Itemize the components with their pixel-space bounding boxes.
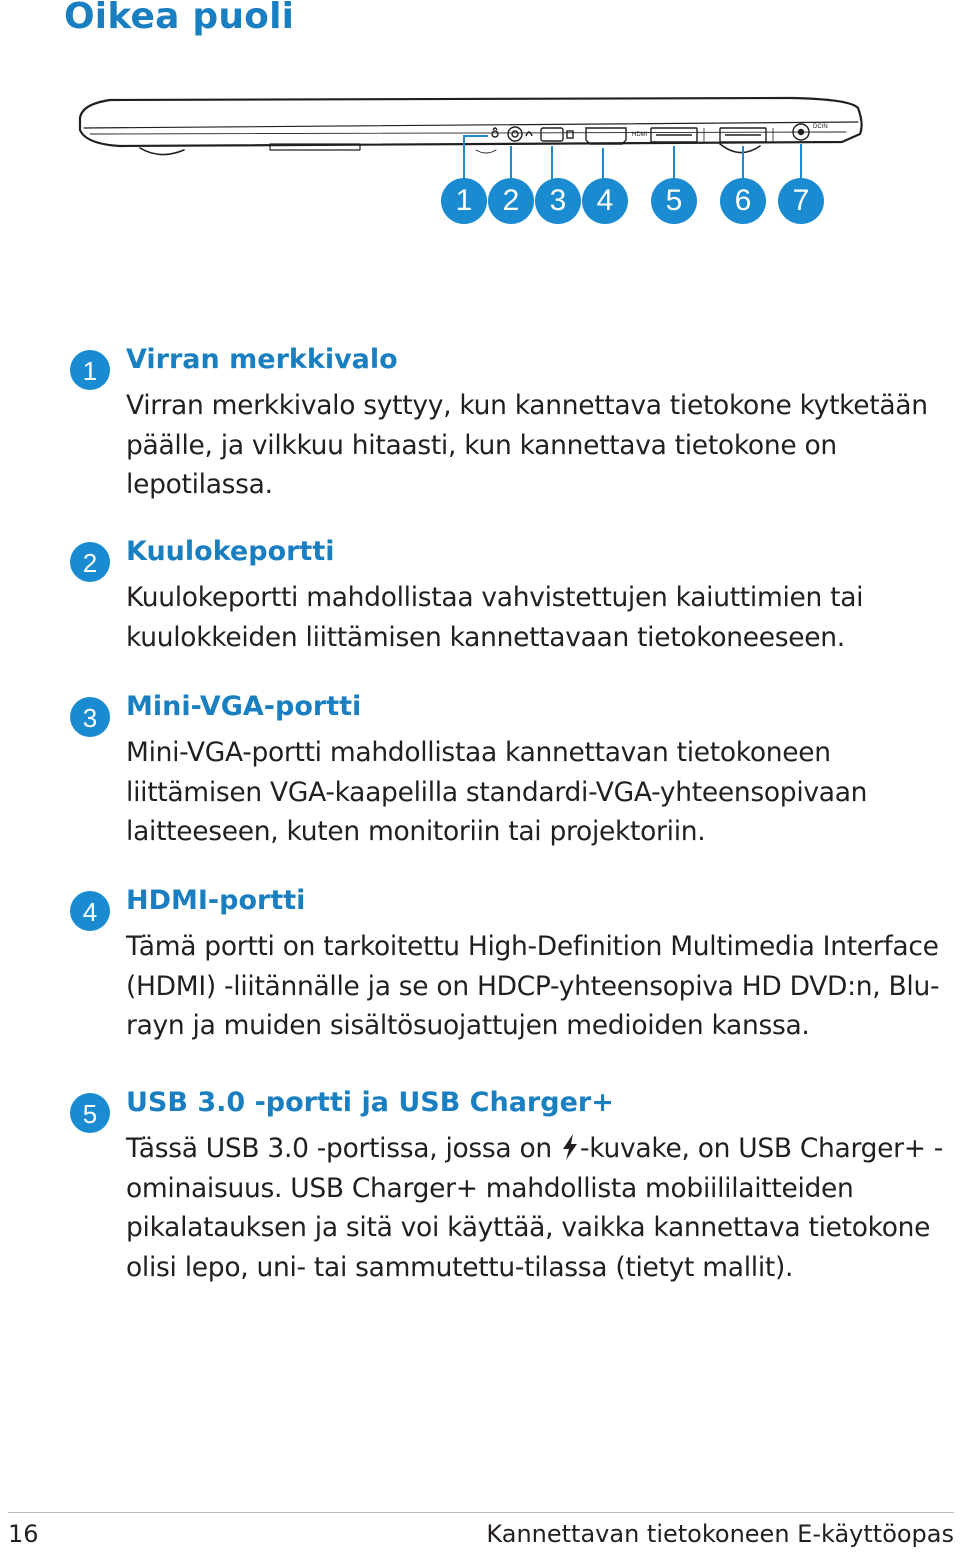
laptop-body [80, 98, 862, 155]
headphone-jack-icon [508, 127, 532, 141]
dc-in-port-label: DCIN [813, 124, 828, 130]
item-description: Tämä portti on tarkoitettu High-Definition Multimedia Interface (HDMI) -liitännälle ja se on HDCP-yhteensopiva HD DVD:n, Blu-rayn ja muiden sisältösuojattujen medioiden kanssa. [126, 931, 940, 1041]
usb-port-icon [720, 128, 773, 142]
lightning-bolt-icon [560, 1133, 580, 1161]
usb-port-icon [651, 128, 704, 142]
item-number: 4 [70, 891, 110, 931]
manual-title: Kannettavan tietokoneen E-käyttöopas [486, 1520, 954, 1548]
mini-vga-port-icon [541, 128, 573, 141]
callout-6: 6 [720, 178, 766, 224]
item-description-start: Tässä USB 3.0 -portissa, jossa on [126, 1133, 561, 1164]
footer-divider [8, 1512, 954, 1513]
hdmi-port-icon [586, 128, 626, 144]
callout-3: 3 [535, 178, 581, 224]
item-description: Kuulokeportti mahdollistaa vahvistettujen kaiuttimien tai kuulokkeiden liittämisen kannettavaan tietokoneeseen. [126, 582, 864, 653]
callout-5: 5 [651, 178, 697, 224]
item-number: 3 [70, 697, 110, 737]
callout-7: 7 [778, 178, 824, 224]
port-icons [492, 124, 809, 144]
item-title: HDMI-portti [126, 885, 306, 916]
item-description [126, 1129, 956, 1287]
item-description-end: -kuvake, on USB Charger+ -ominaisuus. USB Charger+ mahdollista mobiililaitteiden pikalatauksen ja sitä voi käyttää, vaikka kannettava tietokone olisi lepo, uni- tai sammutettu-tilassa (tietyt mallit). [126, 1133, 944, 1283]
item-description: Mini-VGA-portti mahdollistaa kannettavan tietokoneen liittämisen VGA-kaapelilla standardi-VGA-yhteensopivaan laitteeseen, kuten monitoriin tai projektoriin. [126, 737, 868, 847]
callout-4: 4 [582, 178, 628, 224]
callout-2: 2 [488, 178, 534, 224]
item-title: Kuulokeportti [126, 536, 335, 567]
page-title: Oikea puoli [64, 0, 295, 37]
item-number: 2 [70, 542, 110, 582]
callout-numbers [0, 178, 960, 226]
item-title: Virran merkkivalo [126, 344, 398, 375]
item-description: Virran merkkivalo syttyy, kun kannettava tietokone kytketään päälle, ja vilkkuu hitaasti, kun kannettava tietokone on lepotilassa. [126, 390, 928, 500]
item-title: Mini-VGA-portti [126, 691, 362, 722]
callout-1: 1 [441, 178, 487, 224]
item-number: 5 [70, 1093, 110, 1133]
page-number: 16 [8, 1520, 39, 1548]
hdmi-port-label: HDMI [632, 132, 648, 138]
item-title: USB 3.0 -portti ja USB Charger+ [126, 1087, 614, 1118]
item-number: 1 [70, 350, 110, 390]
